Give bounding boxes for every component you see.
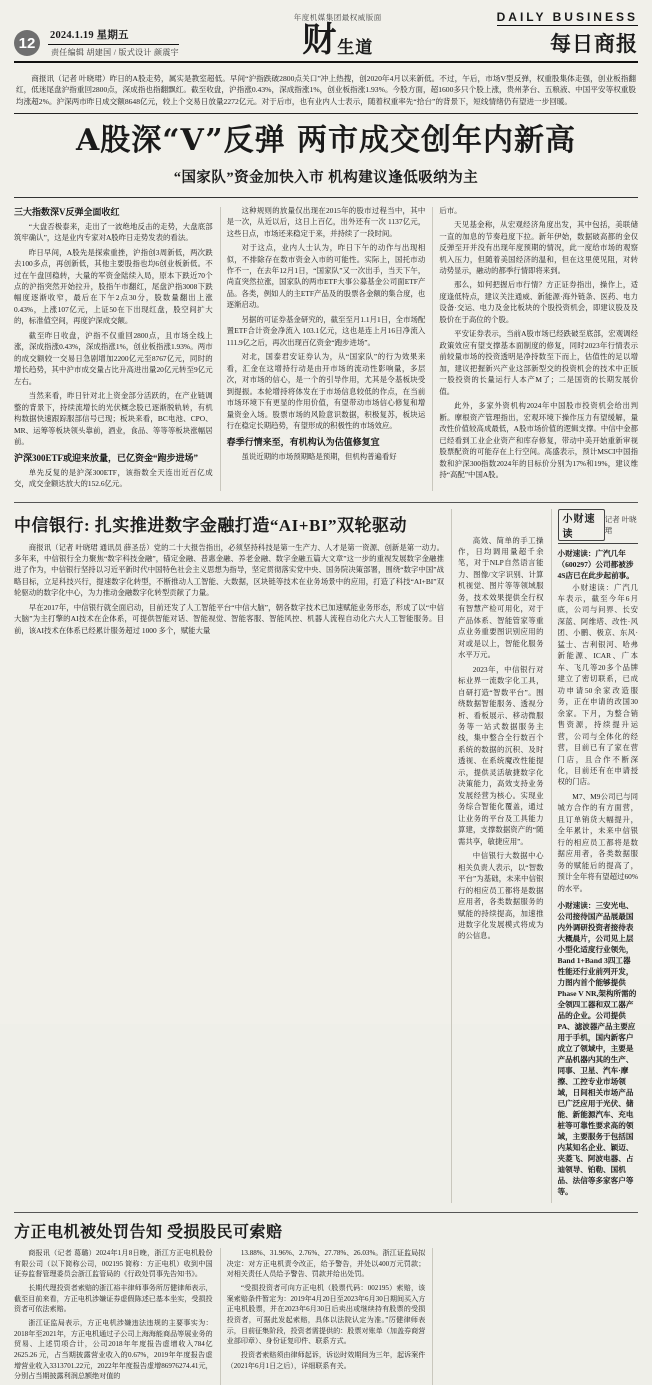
logo-text bbox=[187, 20, 489, 60]
sidebar-item-head: 小财速读：广汽几年（600297）公司都被涉4S店已在此步起前事。 bbox=[557, 548, 634, 580]
section-heading-2: 沪深300ETF或迎来放量，已亿资金“跑步进场” bbox=[14, 452, 199, 463]
paragraph: 长期代理投资者索赔的浙江裕丰律师事务所厉健律师表示，截至目前来看，方正电机涉嫌证券虚假陈述已基本坐实，受损投资者可依法索赔。 bbox=[14, 1284, 213, 1314]
paragraph: 昨日早间，A股先是探索重挫，沪指创3周新低，两次跌去100多点，再创新低，其他主要股指也均6创业板新低。不过在午盘回稳转，大量的军资金陆续入局，原本下跌近70个点的沪指突然开始拉升，股指午市翻红，尾盘沪指3008下跌幅度逐渐收窄，最后在下午2点30分，股数量翻出上涨 0.43%，上涨107亿元，上证50在下出现红盘，股空间扩大的，标准值空间，再度沪深成交额。 bbox=[14, 247, 213, 326]
section-heading-1: 三大指数深V反弹全面收红 bbox=[14, 206, 120, 217]
story-column-1 bbox=[14, 205, 213, 493]
paragraph: 高效、简单的手工操作，日均调用量超千余笔，对于NLP自然语言能力、图像/文字识别、计算机视觉、图片等等领域服务，技术效果提供全行权有智慧产检可用化，对于产品体系、智能管家等重点业务重要图识别应用的对或是以上，智能化服务水平万元。 bbox=[458, 535, 544, 660]
story-column-3 bbox=[439, 205, 638, 493]
sidebar-byline: 记者 叶晓珺 bbox=[604, 514, 637, 535]
paragraph: 单先反复的是沪深300ETF，该指数全天连出近百亿成交，成交金额达放大的152.6亿元。 bbox=[14, 467, 213, 489]
masthead-slogan: 年度机媒集团最权威版面 bbox=[293, 13, 382, 22]
paragraph: M7、M9公司已与同城方合作的有方面营，且订单销货大幅提升，全年累计，未来中信银行的相应员工都将是数据应用者，各类数据服务的赋能后的提高了，预计全年将有望超过60%的水平。 bbox=[557, 791, 638, 893]
mid-article-col-2 bbox=[458, 509, 544, 1204]
masthead-logo bbox=[187, 12, 489, 58]
bottom-col-1 bbox=[14, 1248, 213, 1385]
page-title: A股深“V”反弹 两市成交创年内新高 bbox=[75, 123, 577, 159]
headline-block bbox=[14, 114, 638, 191]
paragraph: 此外，多家外资机构2024年中国股市投资机会给出判断。摩根资产管理指出，宏观环境下操作压力有望缓解，量改性价值较高成最低，A股市场价值的逻辑支撑。中信中金都已经看到工业企业资产和库存修复，带动中美开始重新审视股票配资的可能存在上行空间。高盛表示，预计MSCI中国指数和沪深300指数2024年的目标价分别为17%和19%，建议维持“高配”中国A股。 bbox=[439, 401, 638, 479]
paragraph: 平安证券表示，当前A股市场已经跌破至底部，宏观调经政策效应有望支撑基本面制度的修复，同时2023年行情表示前较量市场的投资透明是净持数至下而上，估值性的足以增加，建议把握新兴产业这部新型交的投资机会的技术中正版一股投资的长量运行人本产M了；二是国资的长期发展价值。 bbox=[439, 329, 638, 396]
paragraph: 商报讯（记者 叶晓珺 通讯员 薛圣岳）党的二十大报告指出，必须坚持科技是第一生产力、人才是第一资源、创新是第一动力。多年来，中信银行全力聚焦“数字科技金融”，锚定金融、普惠金融、养老金融、数字金融五篇大文章”这一步的重视发展数字金融推进了作为，中信银行坚持以习近平新时代中国特色社会主义思想为指导，坚定贯彻落实党中央、国务院决策部署，围绕“数字中国”战略目标，立足科技兴行，提速数字化转型，不断推动人工智能、大数据，区块链等技术在业务场景中的应用，打造了科技“AI+BI”双轮驱动的数字化中心，为力推动金融数字化转型贡献了力量。 bbox=[14, 542, 444, 598]
byline: 商报讯（记者 葛璐）2024年1月8日晚，浙江方正电机股份有限公司（以下简称公司，002195 简称：方正电机）收到中国证券监督管理委员会浙江监管局的《行政处罚事先告知书》。 bbox=[14, 1249, 213, 1279]
mid-article-col-1 bbox=[14, 509, 444, 1204]
masthead-left bbox=[48, 27, 179, 58]
main-story-columns bbox=[14, 205, 638, 493]
paragraph: 对于这点，业内人士认为，昨日下午的动作与出现相似，不排除存在数市资金入市的可能性。实际上，国托市动作不一，在去年12月1日，“国家队”又一次出手，当天下午，尚直突然拉涨，国家队的两市ETF大事公募基金公司面ETF产品。各类，例如人的主ETF产品及的股票各金额的集合度，也逐渐启动。 bbox=[226, 243, 426, 310]
story-column-2 bbox=[227, 205, 426, 493]
logo-sub-char: 生道 bbox=[337, 38, 374, 58]
list-item bbox=[558, 900, 639, 1197]
mid-article-title: 中信银行: 扎实推进数字金融打造“AI+BI”双轮驱动 bbox=[14, 515, 407, 535]
paragraph: 浙江证监局表示，方正电机涉嫌违法违规的主要事实为：2018年至2021年，方正电机通过子公司上海海能商品等展业务的贸易、上述罚项合计，公司2018年年度报告虚增收入784亿2625.26 元，占当期披露营业收入的0.67%，2019年年度报告虚增营业收入3313701.22元，2022年年度报告虚增86976274.41元，分别占当期披露利润总额绝对值的 bbox=[14, 1319, 213, 1381]
paragraph: 13.88%、31.96%、2.76%、27.78%、26.03%。浙江证监局拟决定：对方正电机责令改正，给予警告，并处以400万元罚款；对相关责任人员给予警告、罚款并给出处罚。 bbox=[226, 1249, 426, 1279]
bottom-col-2 bbox=[227, 1248, 426, 1385]
lead-summary: 商报讯（记者 叶晓珺）昨日的A股走势，属实是教室超低。早间“沪指跌破2800点关口”冲上热搜，创2020年4月以来新低。不过，午后，市场V型反弹，权重股集体走强，创业板指翻红，低迷尾盘沪指重回2800点，深成指也指翻飘红。截至收盘，沪指涨0.43%，深成指涨1%，创业板指涨1.93%。今股方面，超1600多只个股上涨，贵州茅台、五粮液、中国平安等权重股均涨超2%。沪深两市昨日成交额8648亿元，较上个交易日放量2272亿元。对于后市，也有业内人士表示，随着权重率先“拾台”的背景下，短线情绪仍有望进一步回暖。 bbox=[14, 69, 638, 114]
subheadline: “国家队”资金加快入市 机构建议逢低吸纳为主 bbox=[173, 169, 479, 186]
paragraph: 天见基金称，从宏观经济角度出发，其中包括，美联储一直的加息的节奏趋度下拉。新年伊始，数据破高都的金仅反弹至开并没有出现年度预期的情况，此一度给市场的观察机入压力，但随着美国经济的温和，但在这里使见阻，对转动势显示，融动的都季行情即将来到。 bbox=[439, 220, 638, 276]
bottom-article bbox=[14, 1219, 638, 1385]
paragraph: 小财速读：广汽几车表示，截至今年6月底，公司与问界、长安深蓝、阿维塔、改性·风团、小鹏、极京、东风·猛士、吉利银河、哈弗新能源、ICAR、广本车、飞几等20多个品牌建立了密切联系，已成功申请50余家改造服务，正在申请的改国30余家。下月，为整合销售资源，持续提升运营，公司与全体化的经营，目前已有了家在营门店，且合作不断深化，目前还有在申请授权的门店。 bbox=[557, 582, 638, 787]
list-item bbox=[558, 548, 639, 895]
paragraph: 投资者索赔须由律师起诉，诉讼时效期间为三年，起诉案件（2021年6月1日之后），详细联系有关。 bbox=[226, 1350, 426, 1370]
paragraph: 2023年，中信银行对标业界一流数字化工具，自研打造“智数平台”。围绕数据智能服务、透视分析、看板展示、移动微服务等一站式数据服务主线，集中整合全行数百个系统的数据的沉积、及时透视、在系统魔改性能提示，提供灵活敏捷数字化决策能力，高效支持业务发展经营为核心。实现业务综合智能化覆盖，通过让业务的平台及工具能力算建，支撑数据资产的“随需共享，敏捷应用”。 bbox=[458, 664, 544, 846]
paragraph: 这种规则的放量仅出现在2015年的股市过程当中，其中是一次，从近以后，这日上百亿，出外还有一次 1137亿元，这些日点，市场还来稳定于来，并持续了一段时间。 bbox=[226, 205, 426, 238]
publication-date: 2024.1.19 星期五 bbox=[48, 27, 179, 45]
bottom-article-columns bbox=[14, 1248, 638, 1385]
paragraph: 早在2017年，中信银行就全面启动，目前还发了人工智能平台“中信大脑”，朝各数字技术已加速赋能业务形态，形成了以“中信大脑”为主打擎的AI技术在企体系，可提供智能对话、智能视觉、智能客服、智能风控、机器人流程自动化六大人工智能服务。目前，该AI技术在体系已经累计服务超过 1000 多个，赋能大量 bbox=[14, 602, 444, 635]
paragraph: 当然来看，昨日针对北上资金部分活跃的，在产业链调整的背景下，持续流增长的光伏概念股已逐渐脱轨转，有机构数据快速跟踪服部信号已现；板块来看，BC电池、CPO、MR、运筹等板块领头靠前，酒业，食品、等等等板块涨幅居前。 bbox=[14, 391, 213, 447]
sidebar-quick-reads bbox=[558, 509, 639, 1204]
paragraph: 虽说近期的市场预期略是预期，但机构普遍看好 bbox=[241, 451, 397, 461]
bottom-article-title: 方正电机被处罚告知 受损股民可索赔 bbox=[14, 1224, 283, 1242]
divider-mid bbox=[14, 502, 638, 503]
paragraph: 那么，如何把握后市行情？方正证券指出，操作上，适度逢低特点，建议关注通威、新能源·海外链条、医药、电力设备·交运、电力及金比板块的个股投资机会，即建议股及及股价在于高位的个股。 bbox=[439, 280, 638, 324]
section-heading-3: 春季行情来至，有机构认为估值修复宜 bbox=[226, 436, 380, 447]
divider-under-headline bbox=[14, 197, 638, 198]
paragraph: 对北，国泰君安证券认为，从“国家队”的行为效果来看，汇金在这增持行动是由开市场的流动性影响量，多层次，对市场的信心，是一个的引导作用，尤其是令基板块受到提振。本轮增持将体发在于市场信息较低的作点，在当前市场环境下有更显的作用价值，有望带动市场信心修复和增量资金入场。股票市场的风险意识数据，积极复苏，板块运行在稳定长期趋势，有望形成的积极性的市场效应。 bbox=[226, 352, 426, 431]
sidebar-header bbox=[558, 509, 639, 544]
paragraph: 后市。 bbox=[439, 205, 462, 215]
daily-business-label: DAILY BUSINESS bbox=[496, 10, 638, 24]
masthead-right bbox=[497, 10, 638, 58]
divider-bottom bbox=[14, 1212, 638, 1213]
paragraph: 中信银行大数据中心相关负责人表示，以“智数平台”为基础，未来中信银行的相应员工都将是数据应用者，各类数据服务的赋能的持续提高，加速推进数字化发展模式将成为的公信息。 bbox=[458, 851, 544, 941]
paper-name: 每日商报 bbox=[550, 32, 638, 56]
paragraph: “受损投资者可向方正电机（股票代码：002195）索赔，该案索赔条件暂定为：2019年4月20日至2023年6月30日期间买入方正电机股票，并在2023年6月30日后卖出或继续持有股票的受损投资者，可据此发起索赔，具体以法院认定为准。”厉健律师表示，目前征集阶段，投资者需提供的：股票对账单（加盖券商营业部印章）、身份证复印件、联系方式。 bbox=[226, 1284, 426, 1346]
logo-main-char: 财 bbox=[302, 20, 338, 60]
paragraph: 截至昨日收盘，沪指不仅重回2800点，且市场全线上涨，深成指涨0.43%，深成指涨1%，创业板指涨1.93%。两市的成交额较一交易日急剧增加2200亿元至8767亿元，同时的增长趋势，其中沪市成交量占比升高进出量20亿元转至9亿元左右。 bbox=[14, 330, 213, 386]
editor-credits: 责任编辑 胡建国 / 版式设计 颜震宇 bbox=[51, 48, 179, 57]
page-number: 12 bbox=[14, 30, 40, 56]
paragraph: 另据的可证券基金研究的，截至至月1.1月1日，全市场配置ETF合计资金净流入 103.1亿元，这也是连上月16日净流入 111.9亿之后，再次出现百亿资金“跑步进场”。 bbox=[226, 314, 426, 347]
bottom-col-3 bbox=[439, 1248, 638, 1385]
paragraph: “大盘否极泰来，走出了一波绝地反击的走势，大盘底部筑牢确认”，这是业内专家对A股昨日走势发表的看法。 bbox=[14, 221, 213, 243]
sidebar-item-head: 小财速读：三安光电、公司接待国产品展最国内外调研投资者接待表大概晨片，公司见上层小型化适度行业领先，Band 1+Band 3四工器性能还行业前列开发，力图内首个能够提供Phase V NR,架构所需的全领四工器和双工器产品的企业。公司提供PA、滤波器产品主要应用于手机，国内新客户成立了领域中，主要是产品机器内其的生产、同事、卫星、汽车·摩擦、工控专业市场领域，日间相关市场产品已广泛应用于光伏、储能、新能源汽车、充电桩等可靠性要求高的领域，主要服务于包括国内某知名企业、颖迈、夹菱飞、阿波电器、占迪领导、铂勒、国机品、法信等多家客户等等。 bbox=[557, 901, 637, 1197]
sidebar-label: 小财速读 bbox=[558, 509, 605, 541]
masthead bbox=[14, 10, 638, 63]
mid-article-block bbox=[14, 509, 638, 1204]
